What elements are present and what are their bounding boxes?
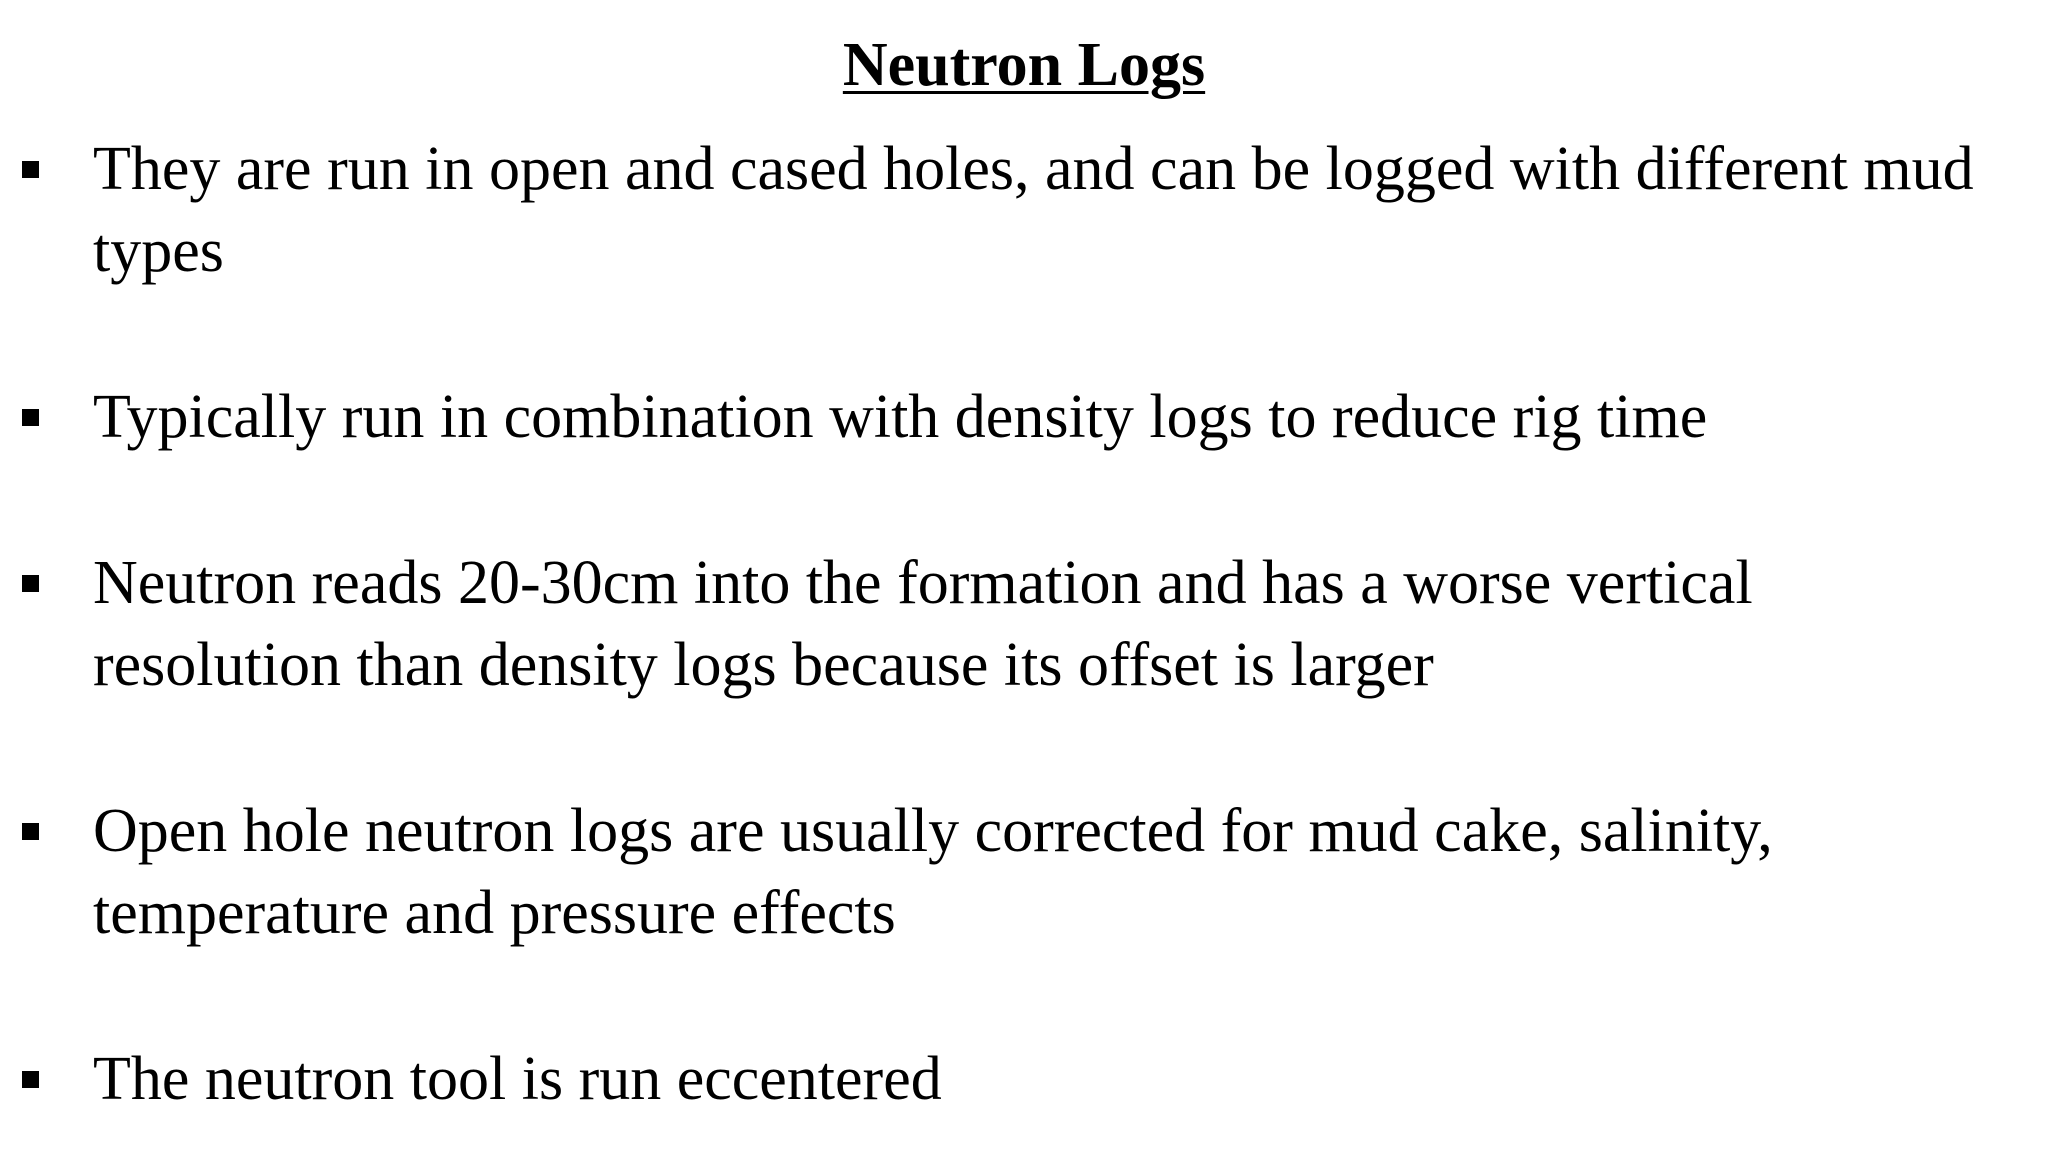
bullet-item: [0, 542, 2048, 706]
bullet-text: Typically run in combination with density logs to reduce rig time: [93, 383, 1708, 451]
slide-title: Neutron Logs: [842, 31, 1206, 99]
bullet-item: [0, 790, 2048, 954]
bullet-item: [0, 1038, 2048, 1120]
bullet-item: [0, 128, 2048, 292]
square-bullet-icon: [22, 823, 39, 840]
square-bullet-icon: [22, 1071, 39, 1088]
bullet-item: [0, 376, 2048, 458]
bullet-text: They are run in open and cased holes, and can be logged with different mud types: [93, 135, 1974, 285]
bullet-text: The neutron tool is run eccentered: [93, 1045, 942, 1113]
bullet-text: Open hole neutron logs are usually corrected for mud cake, salinity, temperature and pressure effects: [93, 797, 1773, 947]
bullet-text: Neutron reads 20-30cm into the formation and has a worse vertical resolution than density logs because its offset is larger: [93, 549, 1753, 699]
square-bullet-icon: [22, 575, 39, 592]
bullet-list: [0, 128, 2048, 1120]
square-bullet-icon: [22, 161, 39, 178]
square-bullet-icon: [22, 409, 39, 426]
